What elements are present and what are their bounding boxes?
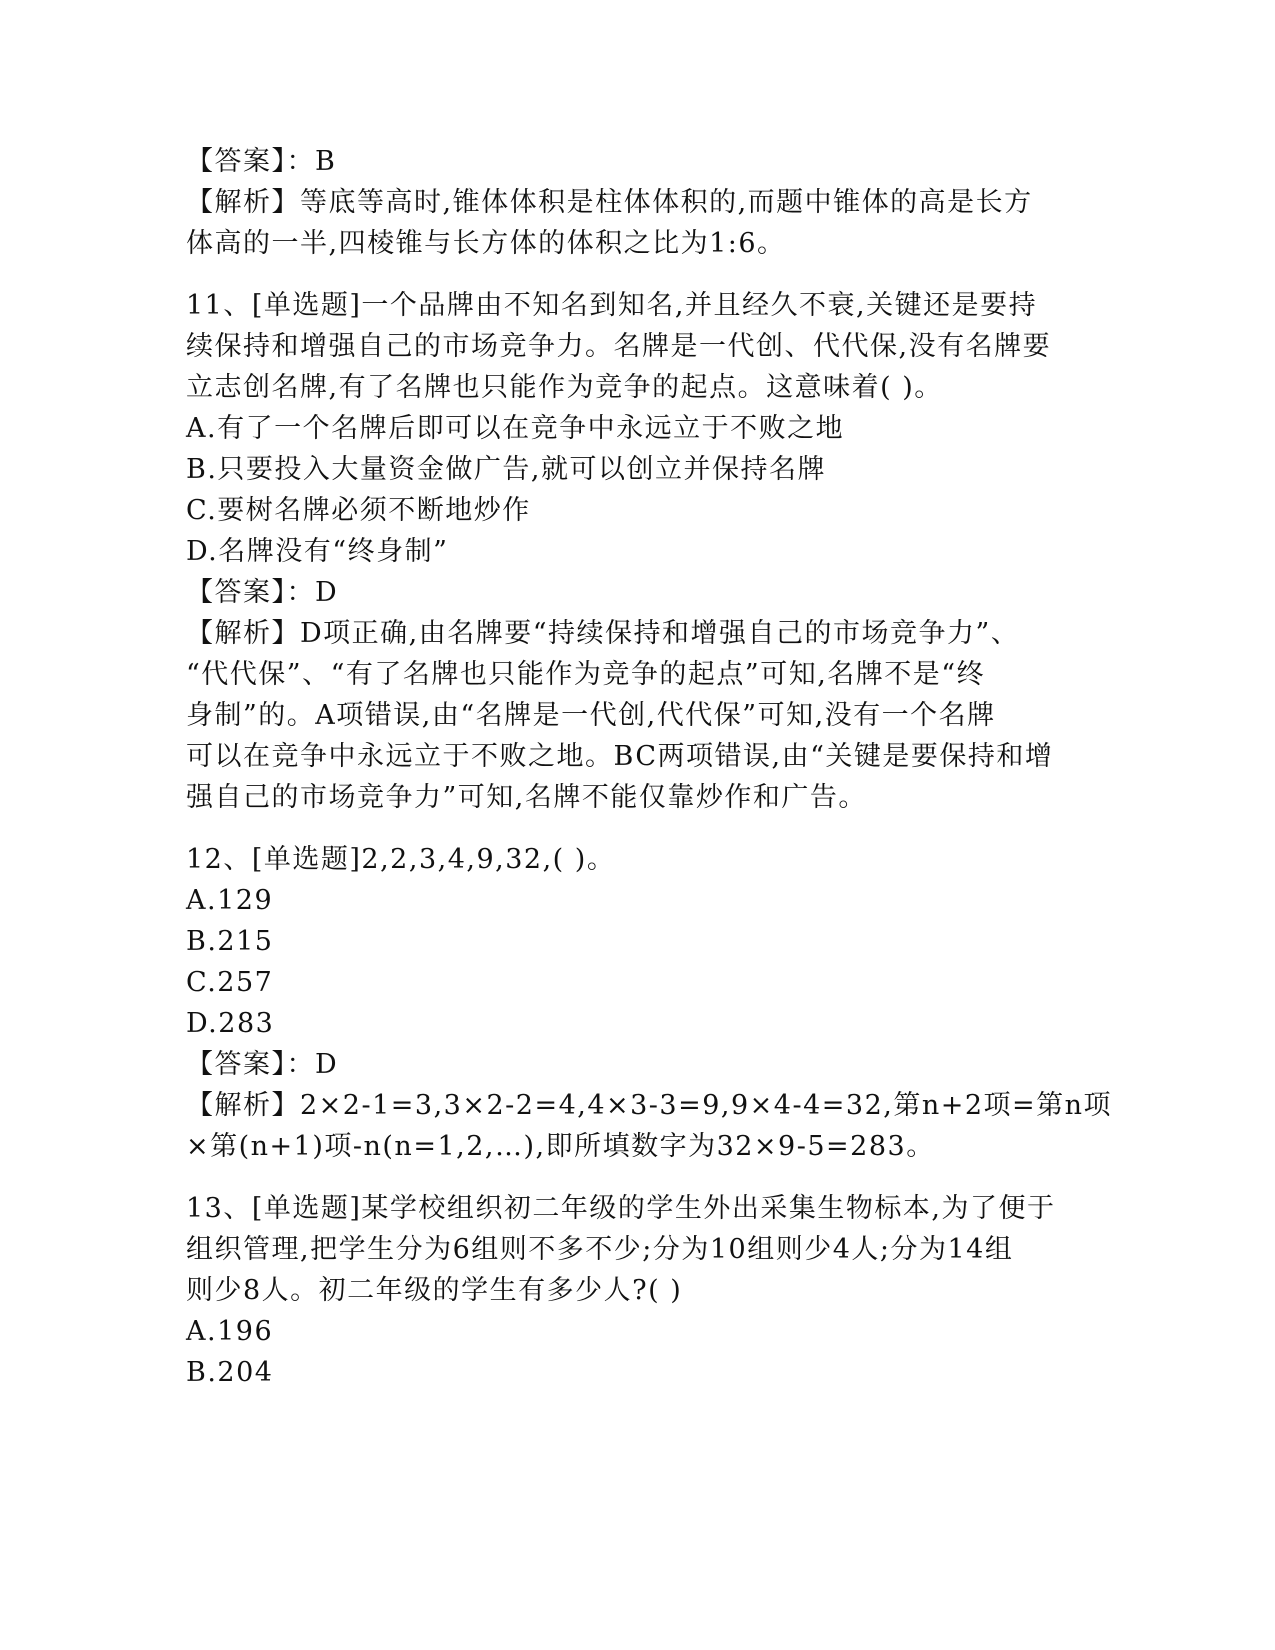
question-11-stem: 续保持和增强自己的市场竞争力。名牌是一代创、代代保,没有名牌要: [186, 331, 1052, 362]
question-11-option-b: B.只要投入大量资金做广告,就可以创立并保持名牌: [186, 454, 827, 485]
question-12-option-a: A.129: [186, 885, 274, 916]
question-13-option-b: B.204: [186, 1357, 274, 1388]
question-13-stem: 组织管理,把学生分为6组则不多不少;分为10组则少4人;分为14组: [186, 1234, 1014, 1265]
analysis-line: ×第(n+1)项-n(n=1,2,…),即所填数字为32×9-5=283。: [186, 1131, 935, 1162]
question-11-stem: 11、[单选题]一个品牌由不知名到知名,并且经久不衰,关键还是要持: [186, 290, 1038, 321]
question-13-stem: 13、[单选题]某学校组织初二年级的学生外出采集生物标本,为了便于: [186, 1193, 1056, 1224]
question-11-option-d: D.名牌没有“终身制”: [186, 536, 449, 567]
analysis-line: 可以在竞争中永远立于不败之地。BC两项错误,由“关键是要保持和增: [186, 741, 1054, 772]
answer-line-q12: 【答案】：D: [186, 1049, 339, 1080]
question-12-option-d: D.283: [186, 1008, 275, 1039]
analysis-line: 【解析】D项正确,由名牌要“持续保持和增强自己的市场竞争力”、: [186, 618, 1020, 649]
analysis-line: 【解析】等底等高时,锥体体积是柱体体积的,而题中锥体的高是长方: [186, 187, 1033, 218]
analysis-line: 体高的一半,四棱锥与长方体的体积之比为1:6。: [186, 228, 786, 259]
answer-line-q10: 【答案】：B: [186, 146, 337, 177]
question-11-option-c: C.要树名牌必须不断地炒作: [186, 495, 531, 526]
analysis-line: “代代保”、“有了名牌也只能作为竞争的起点”可知,名牌不是“终: [186, 659, 986, 690]
analysis-line: 【解析】2×2-1=3,3×2-2=4,4×3-3=9,9×4-4=32,第n+2项=第n项: [186, 1090, 1113, 1121]
question-13-stem: 则少8人。初二年级的学生有多少人?( ): [186, 1275, 683, 1306]
answer-line-q11: 【答案】：D: [186, 577, 339, 608]
question-13-option-a: A.196: [186, 1316, 274, 1347]
question-12-option-b: B.215: [186, 926, 274, 957]
analysis-line: 身制”的。A项错误,由“名牌是一代创,代代保”可知,没有一个名牌: [186, 700, 996, 731]
question-11-stem: 立志创名牌,有了名牌也只能作为竞争的起点。这意味着( )。: [186, 372, 943, 403]
question-12-option-c: C.257: [186, 967, 274, 998]
analysis-line: 强自己的市场竞争力”可知,名牌不能仅靠炒作和广告。: [186, 782, 867, 813]
question-12-stem: 12、[单选题]2,2,3,4,9,32,( )。: [186, 844, 616, 875]
question-11-option-a: A.有了一个名牌后即可以在竞争中永远立于不败之地: [186, 413, 845, 444]
